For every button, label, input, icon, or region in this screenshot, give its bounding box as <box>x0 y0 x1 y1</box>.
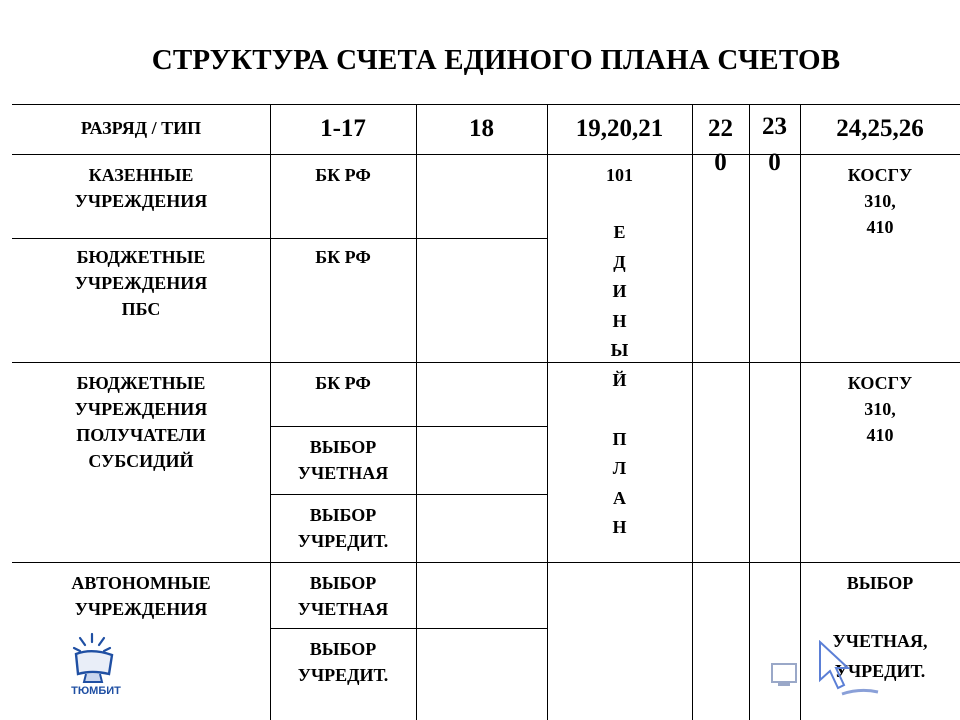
cell-kazennye-bk: БК РФ <box>315 165 371 185</box>
row-label-kazennye: КАЗЕННЫЕ УЧРЕЖДЕНИЯ <box>74 165 208 211</box>
grid-line <box>12 562 960 563</box>
cell-avtonom-vybor: ВЫБОР <box>846 573 914 593</box>
grid-line <box>270 426 547 427</box>
grid-line <box>270 628 547 629</box>
header-col-1-17: 1-17 <box>320 115 366 142</box>
grid-line <box>749 104 750 720</box>
header-col-22-digit: 0 <box>714 149 727 176</box>
computer-logo-icon <box>62 628 142 698</box>
header-col-18: 18 <box>469 115 494 142</box>
cell-budget-pbs-bk: БК РФ <box>315 247 371 267</box>
row-label-budget-subs: БЮДЖЕТНЫЕ УЧРЕЖДЕНИЯ ПОЛУЧАТЕЛИ СУБСИДИЙ <box>74 373 208 471</box>
cell-budget-subs-kosgu: КОСГУ 310, 410 <box>847 373 913 445</box>
cell-avtonom-uchetnaya-uchredit: УЧЕТНАЯ, УЧРЕДИТ. <box>832 631 928 681</box>
cell-budget-subs-bk: БК РФ <box>315 373 371 393</box>
cell-avtonom-vybor-uchredit: ВЫБОР УЧРЕДИТ. <box>297 639 389 685</box>
cell-budget-subs-vybor-uchredit: ВЫБОР УЧРЕДИТ. <box>297 505 389 551</box>
page-title: СТРУКТУРА СЧЕТА ЕДИНОГО ПЛАНА СЧЕТОВ <box>151 44 841 76</box>
grid-line <box>270 494 547 495</box>
merged-col-vertical-text: Е Д И Н Ы Й П Л А Н <box>610 222 629 537</box>
cell-avtonom-vybor-uchet: ВЫБОР УЧЕТНАЯ <box>297 573 389 619</box>
header-col-23: 23 <box>762 113 787 140</box>
grid-line <box>416 104 417 720</box>
grid-line <box>270 104 271 720</box>
cursor-logo-icon <box>768 640 888 702</box>
grid-line <box>12 104 960 105</box>
cell-kazennye-kosgu: КОСГУ 310, 410 <box>847 165 913 237</box>
logo-left-text: ТЮМБИТ <box>71 685 121 697</box>
header-type: РАЗРЯД / ТИП <box>80 118 202 138</box>
row-label-avtonom: АВТОНОМНЫЕ УЧРЕЖДЕНИЯ <box>71 573 211 619</box>
grid-line <box>692 104 693 720</box>
grid-line <box>12 238 547 239</box>
cell-budget-subs-vybor-uchet: ВЫБОР УЧЕТНАЯ <box>297 437 389 483</box>
header-col-23-digit: 0 <box>768 149 781 176</box>
header-col-19-21: 19,20,21 <box>575 115 664 142</box>
row-label-budget-pbs: БЮДЖЕТНЫЕ УЧРЕЖДЕНИЯ ПБС <box>74 247 208 319</box>
grid-line <box>12 362 960 363</box>
merged-col-code: 101 <box>606 165 633 185</box>
header-col-22: 22 <box>708 115 733 142</box>
grid-line <box>12 154 960 155</box>
header-col-24-26: 24,25,26 <box>836 115 924 142</box>
